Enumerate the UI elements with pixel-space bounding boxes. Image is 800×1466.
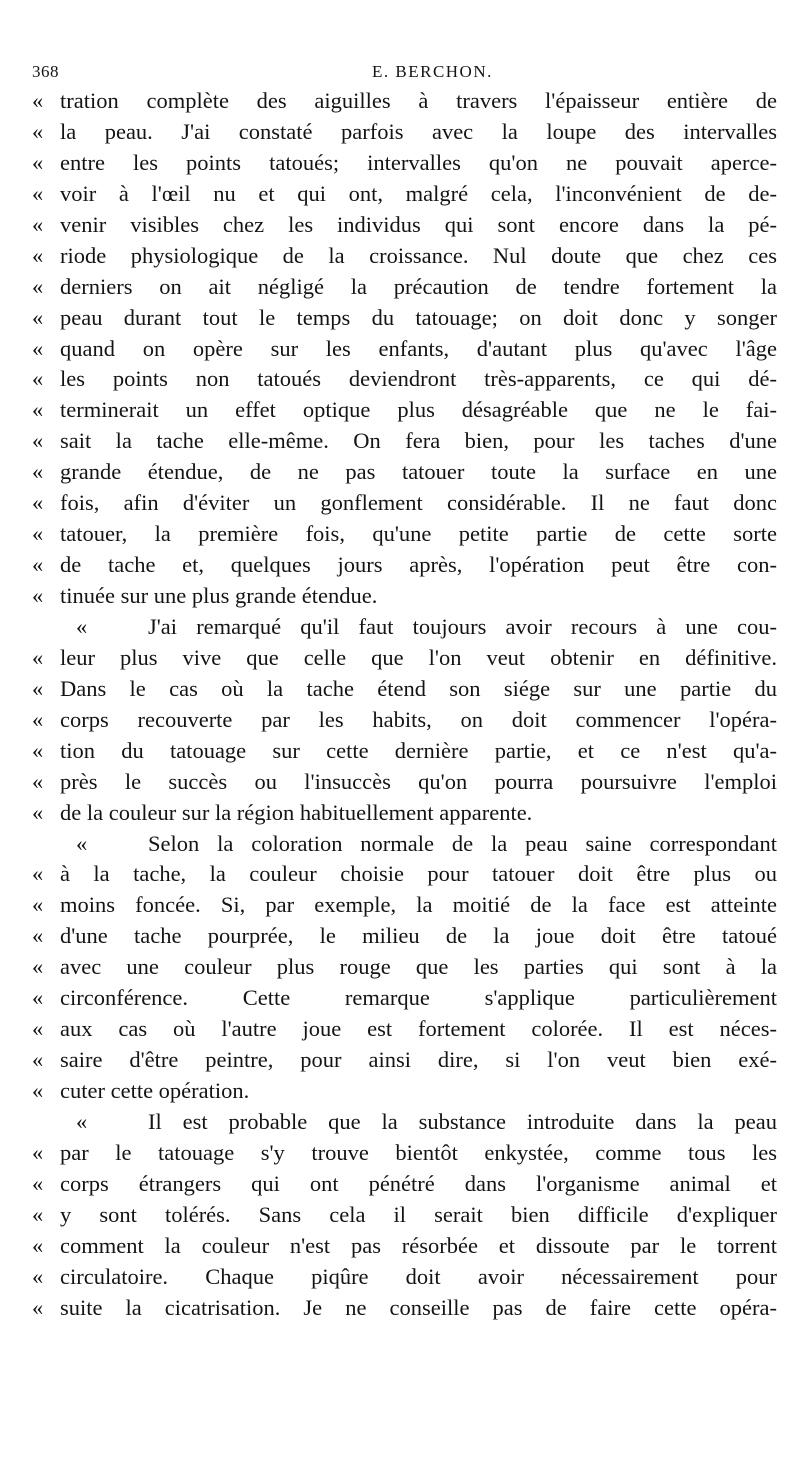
line-text: fois, afin d'éviter un gonflement considérable. Il ne faut donc [60, 490, 777, 516]
line-text: de la couleur sur la région habituellement apparente. [60, 799, 533, 825]
quote-mark: « [32, 768, 44, 794]
quote-mark: « [32, 428, 44, 454]
quote-mark: « [32, 644, 44, 670]
text-line [32, 364, 777, 395]
quote-mark: « [32, 1201, 44, 1227]
line-text: à la tache, la couleur choisie pour tatouer doit être plus ou [60, 861, 777, 887]
text-line [32, 488, 777, 519]
text-line [32, 581, 777, 612]
text-line [32, 148, 777, 179]
line-text: derniers on ait négligé la précaution de tendre fortement la [60, 273, 777, 299]
quote-mark: « [32, 397, 44, 423]
text-line [32, 1107, 777, 1138]
text-line [32, 519, 777, 550]
text-line [32, 1200, 777, 1231]
text-line [32, 921, 777, 952]
quote-mark: « [32, 1139, 44, 1165]
text-line [32, 1169, 777, 1200]
quote-mark: « [32, 675, 44, 701]
quote-mark: « [32, 892, 44, 918]
text-line [32, 272, 777, 303]
line-text: corps recouverte par les habits, on doit commencer l'opéra- [60, 706, 777, 732]
line-text: peau durant tout le temps du tatouage; on doit donc y songer [60, 304, 777, 330]
text-line [32, 426, 777, 457]
quote-mark: « [32, 1170, 44, 1196]
line-text: les points non tatoués deviendront très-apparents, ce qui dé- [60, 366, 777, 392]
text-line [32, 612, 777, 643]
text-line [32, 334, 777, 365]
text-line [32, 1293, 777, 1324]
line-text: tration complète des aiguilles à travers l'épaisseur entière de [60, 88, 777, 113]
line-text: venir visibles chez les individus qui sont encore dans la pé- [60, 211, 777, 237]
quote-mark: « [32, 1078, 44, 1103]
quote-mark: « [32, 552, 44, 578]
text-line [32, 674, 777, 705]
body-text [32, 86, 777, 1324]
line-text: suite la cicatrisation. Je ne conseille pas de faire cette opéra- [60, 1294, 777, 1320]
line-text: cuter cette opération. [60, 1078, 250, 1103]
line-text: entre les points tatoués; intervalles qu'on ne pouvait aperce- [60, 149, 777, 175]
text-line [32, 1262, 777, 1293]
line-text: la peau. J'ai constaté parfois avec la loupe des intervalles [60, 118, 777, 144]
quote-mark: « [32, 861, 44, 887]
text-line [32, 179, 777, 210]
line-text: quand on opère sur les enfants, d'autant plus qu'avec l'âge [60, 335, 777, 361]
quote-mark: « [32, 304, 44, 330]
line-text: près le succès ou l'insuccès qu'on pourra poursuivre l'emploi [60, 768, 777, 794]
quote-mark: « [76, 613, 88, 639]
text-line [32, 457, 777, 488]
quote-mark: « [32, 799, 44, 825]
page-number: 368 [32, 62, 59, 81]
text-line [32, 705, 777, 736]
quote-mark: « [32, 1263, 44, 1289]
text-line [32, 1045, 777, 1076]
text-line [32, 1138, 777, 1169]
text-line [32, 86, 777, 117]
text-line [32, 550, 777, 581]
text-line [32, 1076, 777, 1107]
line-text: sait la tache elle-même. On fera bien, pour les taches d'une [60, 428, 777, 454]
line-text: tinuée sur une plus grande étendue. [60, 583, 378, 608]
quote-mark: « [32, 954, 44, 980]
text-line [32, 983, 777, 1014]
line-text: circulatoire. Chaque piqûre doit avoir nécessairement pour [60, 1263, 777, 1289]
line-text: tion du tatouage sur cette dernière partie, et ce n'est qu'a- [60, 737, 777, 763]
line-text: Selon la coloration normale de la peau saine correspondant [148, 830, 777, 856]
text-line [32, 395, 777, 426]
quote-mark: « [32, 211, 44, 237]
text-line [32, 241, 777, 272]
quote-mark: « [32, 1047, 44, 1073]
text-line [32, 829, 777, 860]
line-text: tatouer, la première fois, qu'une petite partie de cette sorte [60, 521, 777, 547]
text-line [32, 210, 777, 241]
line-text: corps étrangers qui ont pénétré dans l'organisme animal et [60, 1170, 777, 1196]
quote-mark: « [32, 180, 44, 206]
quote-mark: « [32, 273, 44, 299]
line-text: terminerait un effet optique plus désagréable que ne le fai- [60, 397, 777, 423]
line-text: J'ai remarqué qu'il faut toujours avoir recours à une cou- [148, 613, 777, 639]
quote-mark: « [32, 149, 44, 175]
line-text: riode physiologique de la croissance. Nul doute que chez ces [60, 242, 777, 268]
running-head: E. BERCHON. [372, 62, 493, 81]
quote-mark: « [32, 985, 44, 1011]
text-line [32, 643, 777, 674]
quote-mark: « [32, 706, 44, 732]
quote-mark: « [32, 88, 44, 113]
quote-mark: « [32, 366, 44, 392]
quote-mark: « [32, 583, 44, 608]
line-text: de tache et, quelques jours après, l'opération peut être con- [60, 552, 777, 578]
line-text: y sont tolérés. Sans cela il serait bien difficile d'expliquer [60, 1201, 777, 1227]
text-line [32, 1231, 777, 1262]
quote-mark: « [32, 1016, 44, 1042]
line-text: aux cas où l'autre joue est fortement colorée. Il est néces- [60, 1016, 777, 1042]
quote-mark: « [32, 459, 44, 485]
text-line [32, 859, 777, 890]
line-text: grande étendue, de ne pas tatouer toute la surface en une [60, 459, 777, 485]
line-text: moins foncée. Si, par exemple, la moitié de la face est atteinte [60, 892, 777, 918]
text-line [32, 767, 777, 798]
line-text: saire d'être peintre, pour ainsi dire, si l'on veut bien exé- [60, 1047, 777, 1073]
text-line [32, 736, 777, 767]
line-text: leur plus vive que celle que l'on veut obtenir en définitive. [60, 644, 777, 670]
quote-mark: « [76, 830, 88, 856]
quote-mark: « [32, 521, 44, 547]
line-text: avec une couleur plus rouge que les parties qui sont à la [60, 954, 777, 980]
line-text: Il est probable que la substance introduite dans la peau [148, 1108, 777, 1134]
text-line [32, 798, 777, 829]
line-text: Dans le cas où la tache étend son siége sur une partie du [60, 675, 777, 701]
text-line [32, 952, 777, 983]
quote-mark: « [32, 1232, 44, 1258]
text-line [32, 1014, 777, 1045]
line-text: comment la couleur n'est pas résorbée et dissoute par le torrent [60, 1232, 777, 1258]
line-text: d'une tache pourprée, le milieu de la joue doit être tatoué [60, 923, 777, 949]
text-line [32, 303, 777, 334]
text-line [32, 117, 777, 148]
line-text: voir à l'œil nu et qui ont, malgré cela, l'inconvénient de de- [60, 180, 777, 206]
line-text: par le tatouage s'y trouve bientôt enkystée, comme tous les [60, 1139, 777, 1165]
quote-mark: « [32, 737, 44, 763]
quote-mark: « [32, 923, 44, 949]
quote-mark: « [76, 1108, 88, 1134]
line-text: circonférence. Cette remarque s'applique particulièrement [60, 985, 777, 1011]
quote-mark: « [32, 1294, 44, 1320]
text-line [32, 890, 777, 921]
quote-mark: « [32, 242, 44, 268]
quote-mark: « [32, 118, 44, 144]
quote-mark: « [32, 335, 44, 361]
quote-mark: « [32, 490, 44, 516]
